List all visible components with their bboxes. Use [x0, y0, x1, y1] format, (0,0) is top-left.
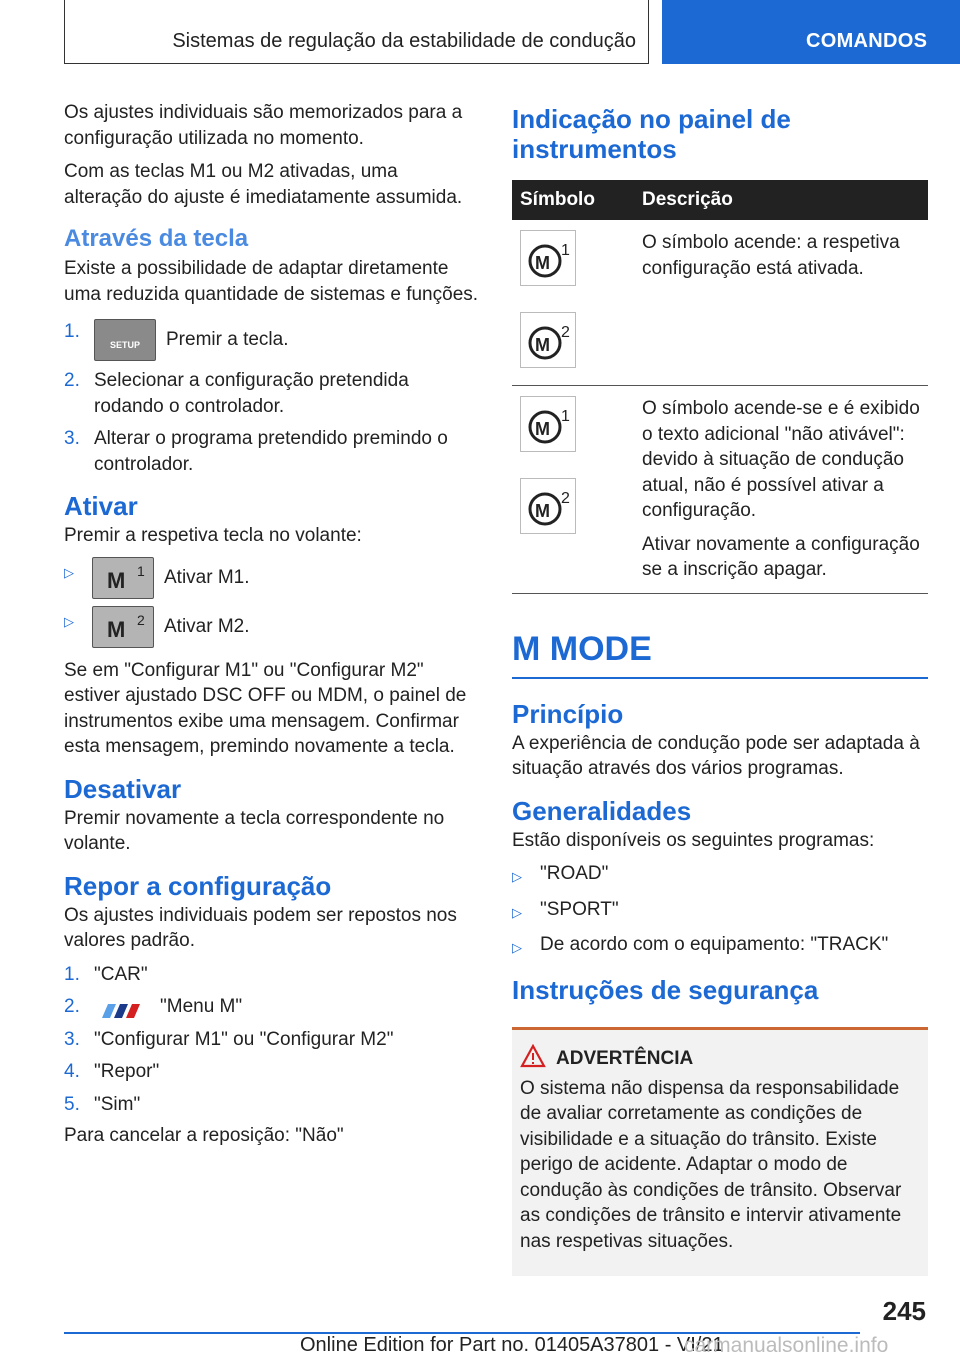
m1-symbol-icon — [520, 230, 576, 286]
paragraph: Com as teclas M1 ou M2 ativadas, uma alteração do ajuste é imediatamente assumida. — [64, 161, 463, 208]
list-item: ▷ M 1 Ativar M1. — [64, 557, 480, 599]
list-number: 2. — [64, 370, 80, 391]
table-header-description: Descrição — [634, 180, 928, 220]
list-item: ▷ "ROAD" — [512, 861, 928, 890]
header-box — [64, 0, 649, 64]
heading-desativar: Desativar — [64, 773, 182, 804]
left-column — [64, 100, 480, 1157]
list-item: 2. Selecionar a configuração pretendida rodando o controlador. — [64, 368, 480, 419]
list-item: 5. "Sim" — [64, 1093, 141, 1115]
warning-text: O sistema não dispensa da responsabilidade de avaliar corretamente as condições de visibilidade e a situação do trânsito. Existe perigo de acidente. Adaptar o modo de condução às condições de trânsito. Observar as condições de trânsito e intervir ativamente nas respetivas situações. — [520, 1077, 902, 1252]
heading-seguranca: Instruções de segurança — [512, 974, 819, 1005]
svg-text:M: M — [535, 253, 550, 273]
m1-symbol-icon — [520, 396, 576, 452]
list-item: 1. SETUP Premir a tecla. — [64, 319, 480, 361]
edition-text: Online Edition for Part no. 01405A37801 - VI/21 — [300, 1334, 724, 1356]
right-column — [512, 100, 928, 1276]
paragraph: Premir novamente a tecla correspondente no volante. — [64, 807, 445, 854]
table-cell: O símbolo acende-se e é exibido o texto adicional "não ativável": devido à situação de condução atual, não é possível ativar a configuração. — [642, 398, 920, 521]
list-item: ▷ De acordo com o equipamento: "TRACK" — [512, 932, 928, 961]
list-item: 3. "Configurar M1" ou "Configurar M2" — [64, 1028, 394, 1050]
table-row — [512, 386, 928, 594]
list-item: 4. "Repor" — [64, 1061, 160, 1082]
paragraph: Existe a possibilidade de adaptar diretamente uma reduzida quantidade de sistemas e funções. — [64, 258, 479, 305]
m2-key-icon — [92, 606, 154, 648]
m-menu-icon — [94, 1000, 150, 1014]
paragraph: Se em "Configurar M1" ou "Configurar M2" estiver ajustado DSC OFF ou MDM, o painel de instrumentos exibe uma mensagem. Confirmar esta mensagem, premindo novamente a tecla. — [64, 659, 467, 757]
svg-text:M: M — [107, 616, 126, 642]
chapter-title: Sistemas de regulação da estabilidade de condução — [172, 30, 636, 52]
bullet-triangle-icon: ▷ — [64, 613, 74, 629]
list-item: 2. "Menu M" — [64, 996, 243, 1017]
svg-text:1: 1 — [561, 242, 570, 259]
svg-text:2: 2 — [137, 611, 145, 628]
paragraph: Os ajustes individuais são memorizados para a configuração utilizada no momento. — [64, 102, 463, 149]
paragraph: Premir a respetiva tecla no volante: — [64, 525, 362, 546]
table-cell: Ativar novamente a configuração se a inscrição apagar. — [642, 533, 920, 580]
table-header-symbol: Símbolo — [512, 180, 634, 220]
svg-text:M: M — [107, 567, 126, 593]
bullet-triangle-icon: ▷ — [64, 564, 74, 580]
warning-title: ADVERTÊNCIA — [556, 1048, 920, 1070]
paragraph: Estão disponíveis os seguintes programas: — [512, 829, 875, 851]
list-number: 3. — [64, 428, 80, 449]
bullet-triangle-icon: ▷ — [512, 904, 522, 920]
paragraph: Para cancelar a reposição: "Não" — [64, 1125, 344, 1146]
bullet-triangle-icon: ▷ — [512, 940, 522, 955]
warning-box — [512, 1027, 928, 1277]
m2-symbol-icon — [520, 312, 576, 368]
heading-principio: Princípio — [512, 698, 624, 729]
m2-symbol-icon — [520, 478, 576, 534]
warning-triangle-icon — [520, 1044, 546, 1074]
list-number: 1. — [64, 321, 80, 342]
m1-key-icon — [92, 557, 154, 599]
heading-ativar: Ativar — [64, 491, 138, 521]
svg-text:M: M — [535, 500, 550, 521]
symbol-table — [512, 180, 928, 594]
heading-repor: Repor a configuração — [64, 870, 332, 901]
heading-generalidades: Generalidades — [512, 795, 692, 826]
section-tab[interactable]: COMANDOS — [662, 0, 960, 64]
list-item: 1. "CAR" — [64, 963, 148, 985]
page-number: 245 — [882, 1296, 926, 1326]
paragraph: A experiência de condução pode ser adaptada à situação através dos vários programas. — [512, 732, 920, 779]
svg-text:M: M — [535, 334, 550, 355]
watermark: carmanualsonline.info — [684, 1334, 889, 1357]
heading-mmode: M MODE — [512, 630, 928, 679]
svg-text:1: 1 — [561, 408, 570, 425]
heading-tecla: Através da tecla — [64, 225, 249, 252]
bullet-triangle-icon: ▷ — [512, 869, 522, 884]
table-row — [512, 220, 928, 386]
list-item: 3. Alterar o programa pretendido premindo o controlador. — [64, 426, 480, 477]
table-cell: O símbolo acende: a respetiva configuração está ativada. — [634, 220, 928, 386]
paragraph: Os ajustes individuais podem ser repostos nos valores padrão. — [64, 904, 457, 951]
setup-key-icon: SETUP — [94, 319, 156, 361]
svg-text:2: 2 — [561, 323, 570, 341]
svg-text:2: 2 — [561, 489, 570, 507]
svg-text:M: M — [535, 419, 550, 439]
list-item: ▷ "SPORT" — [512, 897, 928, 926]
list-item: ▷ M 2 Ativar M2. — [64, 606, 480, 648]
svg-text:1: 1 — [137, 562, 145, 579]
heading-painel: Indicação no painel de instrumentos — [512, 104, 791, 164]
